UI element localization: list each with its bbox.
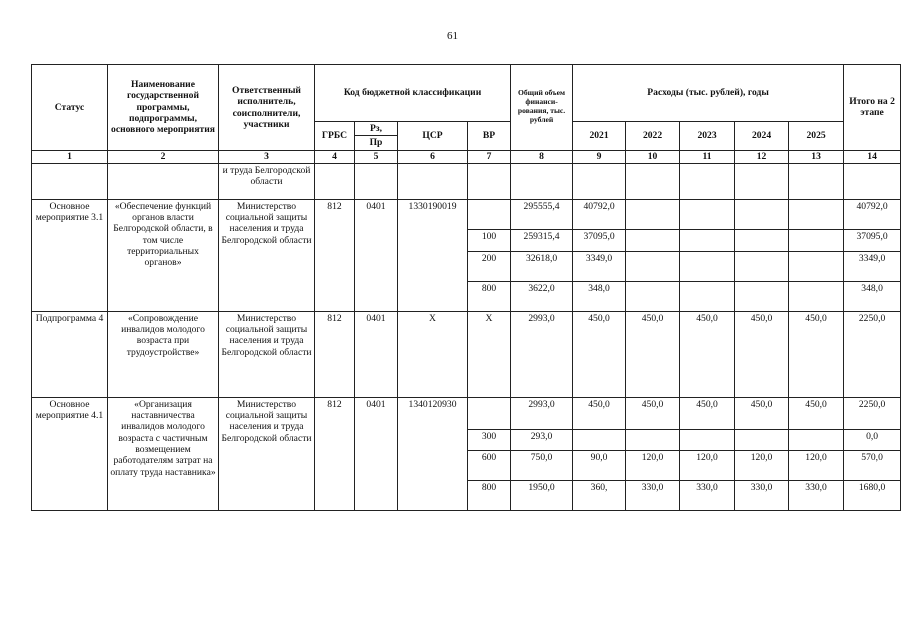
- b2-result: 2250,0: [844, 311, 901, 397]
- b1-name: «Обеспечение функций органов власти Белгородской области, в том числе территориальных органов»: [108, 199, 219, 311]
- b2-2023: 450,0: [680, 311, 735, 397]
- b1-2022: [626, 229, 680, 251]
- b3-2022: 450,0: [626, 397, 680, 429]
- b3-responsible: Министерство социальной защиты населения и труда Белгородской области: [219, 397, 315, 510]
- header-year-2021: 2021: [573, 122, 626, 151]
- b3-2025: [789, 429, 844, 450]
- b1-result: 40792,0: [844, 199, 901, 229]
- b3-total: 750,0: [511, 450, 573, 480]
- b1-2025: [789, 229, 844, 251]
- b3-2024: 120,0: [735, 450, 789, 480]
- b1-total: 259315,4: [511, 229, 573, 251]
- b1-total: 32618,0: [511, 251, 573, 281]
- header-expenses: Расходы (тыс. рублей), годы: [573, 65, 844, 122]
- b3-vr: [468, 397, 511, 429]
- b3-2025: 120,0: [789, 450, 844, 480]
- header-row-1: [32, 65, 901, 122]
- b1-2025: [789, 251, 844, 281]
- header-result: Итого на 2 этапе: [844, 65, 901, 151]
- b3-2025: 330,0: [789, 480, 844, 510]
- col-number: 9: [573, 150, 626, 163]
- b1-total: 295555,4: [511, 199, 573, 229]
- header-rz: Рз,: [355, 122, 398, 136]
- col-number: 12: [735, 150, 789, 163]
- col-number: 11: [680, 150, 735, 163]
- b3-2022: 330,0: [626, 480, 680, 510]
- b1-2021: 40792,0: [573, 199, 626, 229]
- col-number: 4: [315, 150, 355, 163]
- b3-2024: 450,0: [735, 397, 789, 429]
- b3-2023: [680, 429, 735, 450]
- b1-2021: 348,0: [573, 281, 626, 311]
- b3-csr: 1340120930: [398, 397, 468, 510]
- b1-vr: 200: [468, 251, 511, 281]
- b1-vr: 100: [468, 229, 511, 251]
- b3-vr: 600: [468, 450, 511, 480]
- b3-2021: 90,0: [573, 450, 626, 480]
- b3-result: 570,0: [844, 450, 901, 480]
- b2-csr: Х: [398, 311, 468, 397]
- col-number: 14: [844, 150, 901, 163]
- b1-2021: 3349,0: [573, 251, 626, 281]
- col-number: 13: [789, 150, 844, 163]
- cont-responsible: и труда Белгородской области: [219, 163, 315, 199]
- b1-2025: [789, 281, 844, 311]
- header-budget-code: Код бюджетной классификации: [315, 65, 511, 122]
- b2-responsible: Министерство социальной защиты населения и труда Белгородской области: [219, 311, 315, 397]
- b1-status: Основное мероприятие 3.1: [32, 199, 108, 311]
- b3-status: Основное мероприятие 4.1: [32, 397, 108, 510]
- b3-2021: 450,0: [573, 397, 626, 429]
- b1-total: 3622,0: [511, 281, 573, 311]
- col-number: 5: [355, 150, 398, 163]
- b3-grbs: 812: [315, 397, 355, 510]
- b3-name: «Организация наставничества инвалидов молодого возраста с частичным возмещением работодателям затрат на оплату труда наставника»: [108, 397, 219, 510]
- b1-rzpr: 0401: [355, 199, 398, 311]
- header-csr: ЦСР: [398, 122, 468, 151]
- b3-vr: 800: [468, 480, 511, 510]
- table-row: [32, 311, 901, 397]
- budget-table: [31, 64, 901, 511]
- b3-total: 2993,0: [511, 397, 573, 429]
- col-number: 2: [108, 150, 219, 163]
- b1-result: 3349,0: [844, 251, 901, 281]
- col-number: 1: [32, 150, 108, 163]
- b2-vr: Х: [468, 311, 511, 397]
- b1-2023: [680, 251, 735, 281]
- b3-2024: 330,0: [735, 480, 789, 510]
- b2-2021: 450,0: [573, 311, 626, 397]
- column-number-row: [32, 150, 901, 163]
- b3-2022: [626, 429, 680, 450]
- b1-vr: 800: [468, 281, 511, 311]
- continuation-row: [32, 163, 901, 199]
- b2-2024: 450,0: [735, 311, 789, 397]
- b1-2025: [789, 199, 844, 229]
- b1-2022: [626, 281, 680, 311]
- b2-total: 2993,0: [511, 311, 573, 397]
- header-name: Наименование государственной программы, подпрограммы, основного мероприятия: [108, 65, 219, 151]
- b1-2024: [735, 199, 789, 229]
- b1-2021: 37095,0: [573, 229, 626, 251]
- b3-result: 1680,0: [844, 480, 901, 510]
- b1-result: 348,0: [844, 281, 901, 311]
- b1-2023: [680, 229, 735, 251]
- b2-2025: 450,0: [789, 311, 844, 397]
- b3-2023: 450,0: [680, 397, 735, 429]
- page-number: 61: [447, 30, 458, 42]
- col-number: 3: [219, 150, 315, 163]
- b2-status: Подпрограмма 4: [32, 311, 108, 397]
- b2-name: «Сопровождение инвалидов молодого возраста при трудоустройстве»: [108, 311, 219, 397]
- col-number: 7: [468, 150, 511, 163]
- b3-2021: [573, 429, 626, 450]
- b1-2022: [626, 199, 680, 229]
- col-number: 10: [626, 150, 680, 163]
- col-number: 6: [398, 150, 468, 163]
- b3-vr: 300: [468, 429, 511, 450]
- b3-2024: [735, 429, 789, 450]
- b3-result: 0,0: [844, 429, 901, 450]
- b1-grbs: 812: [315, 199, 355, 311]
- b3-rzpr: 0401: [355, 397, 398, 510]
- b3-total: 1950,0: [511, 480, 573, 510]
- header-pr: Пр: [355, 136, 398, 150]
- b2-grbs: 812: [315, 311, 355, 397]
- header-grbs: ГРБС: [315, 122, 355, 151]
- b1-result: 37095,0: [844, 229, 901, 251]
- b3-result: 2250,0: [844, 397, 901, 429]
- b1-2024: [735, 229, 789, 251]
- b1-2023: [680, 199, 735, 229]
- col-number: 8: [511, 150, 573, 163]
- b3-total: 293,0: [511, 429, 573, 450]
- b3-2023: 120,0: [680, 450, 735, 480]
- b1-2023: [680, 281, 735, 311]
- b2-2022: 450,0: [626, 311, 680, 397]
- header-year-2025: 2025: [789, 122, 844, 151]
- b1-csr: 1330190019: [398, 199, 468, 311]
- b1-vr: [468, 199, 511, 229]
- b3-2022: 120,0: [626, 450, 680, 480]
- header-vr: ВР: [468, 122, 511, 151]
- header-year-2023: 2023: [680, 122, 735, 151]
- header-status: Статус: [32, 65, 108, 151]
- table-row: [32, 199, 901, 229]
- header-year-2024: 2024: [735, 122, 789, 151]
- header-responsible: Ответственный исполнитель, соисполнители, участники: [219, 65, 315, 151]
- b3-2023: 330,0: [680, 480, 735, 510]
- header-year-2022: 2022: [626, 122, 680, 151]
- b1-2022: [626, 251, 680, 281]
- b2-rzpr: 0401: [355, 311, 398, 397]
- header-total-volume: Общий объем финанси-рования, тыс. рублей: [511, 65, 573, 151]
- b1-2024: [735, 281, 789, 311]
- b1-responsible: Министерство социальной защиты населения и труда Белгородской области: [219, 199, 315, 311]
- table-row: [32, 397, 901, 429]
- b1-2024: [735, 251, 789, 281]
- b3-2025: 450,0: [789, 397, 844, 429]
- b3-2021: 360,: [573, 480, 626, 510]
